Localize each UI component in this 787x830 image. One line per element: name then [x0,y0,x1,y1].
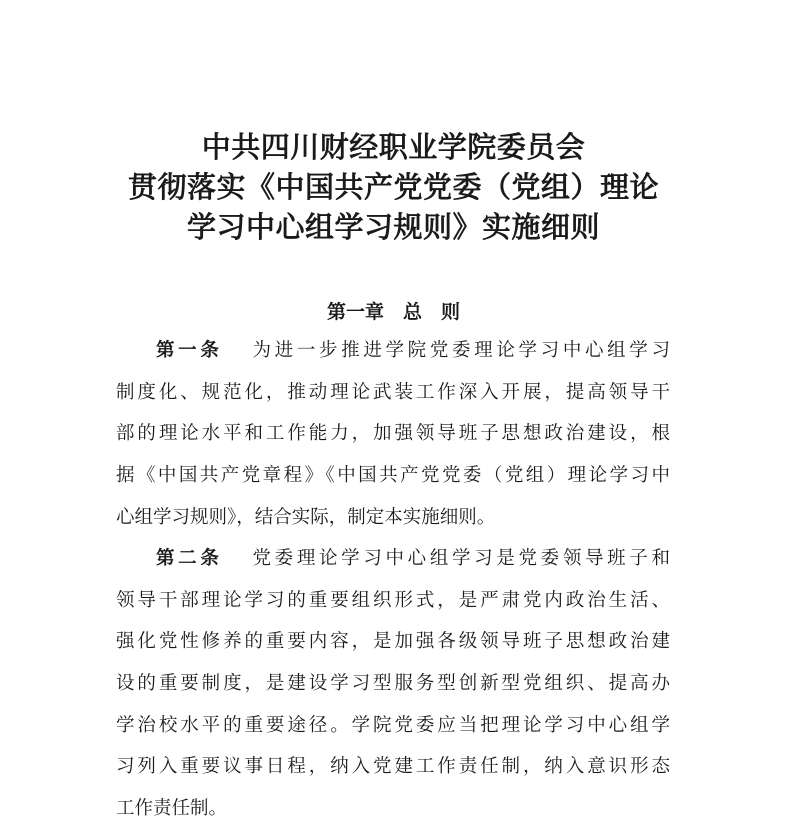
article-1-line-2: 制度化、规范化，推动理论武装工作深入开展，提高领导干 [116,381,670,403]
article-1-line-5: 心组学习规则》，结合实际，制定本实施细则。 [116,506,496,528]
article-2-label: 第二条 [156,548,223,569]
article-2-line-3: 强化党性修养的重要内容，是加强各级领导班子思想政治建 [116,631,670,653]
article-2 [116,538,670,830]
article-2-line-2: 领导干部理论学习的重要组织形式，是严肃党内政治生活、 [116,589,670,611]
article-2-line-1-text: 党委理论学习中心组学习是党委领导班子和 [252,548,670,569]
article-1-line-1 [116,330,670,372]
article-1-line-1-text: 为进一步推进学院党委理论学习中心组学习 [252,340,670,361]
article-2-line-1 [116,538,670,580]
article-1-label: 第一条 [156,340,223,361]
article-2-line-7: 工作责任制。 [116,798,228,820]
article-2-line-6: 习列入重要议事日程，纳入党建工作责任制，纳入意识形态 [116,756,670,778]
article-2-line-4: 设的重要制度，是建设学习型服务型创新型党组织、提高办 [116,673,670,695]
title-line-3: 学习中心组学习规则》实施细则 [186,210,600,244]
chapter-heading: 第一章 总 则 [326,301,460,323]
article-1-line-4: 据《中国共产党章程》《中国共产党党委（党组）理论学习中 [116,465,670,487]
article-2-line-5: 学治校水平的重要途径。学院党委应当把理论学习中心组学 [116,714,670,736]
title-line-2: 贯彻落实《中国共产党党委（党组）理论 [127,170,659,204]
title-line-1: 中共四川财经职业学院委员会 [201,130,586,164]
article-1-line-3: 部的理论水平和工作能力，加强领导班子思想政治建设，根 [116,423,670,445]
document-title [0,127,787,247]
article-1 [116,330,670,538]
